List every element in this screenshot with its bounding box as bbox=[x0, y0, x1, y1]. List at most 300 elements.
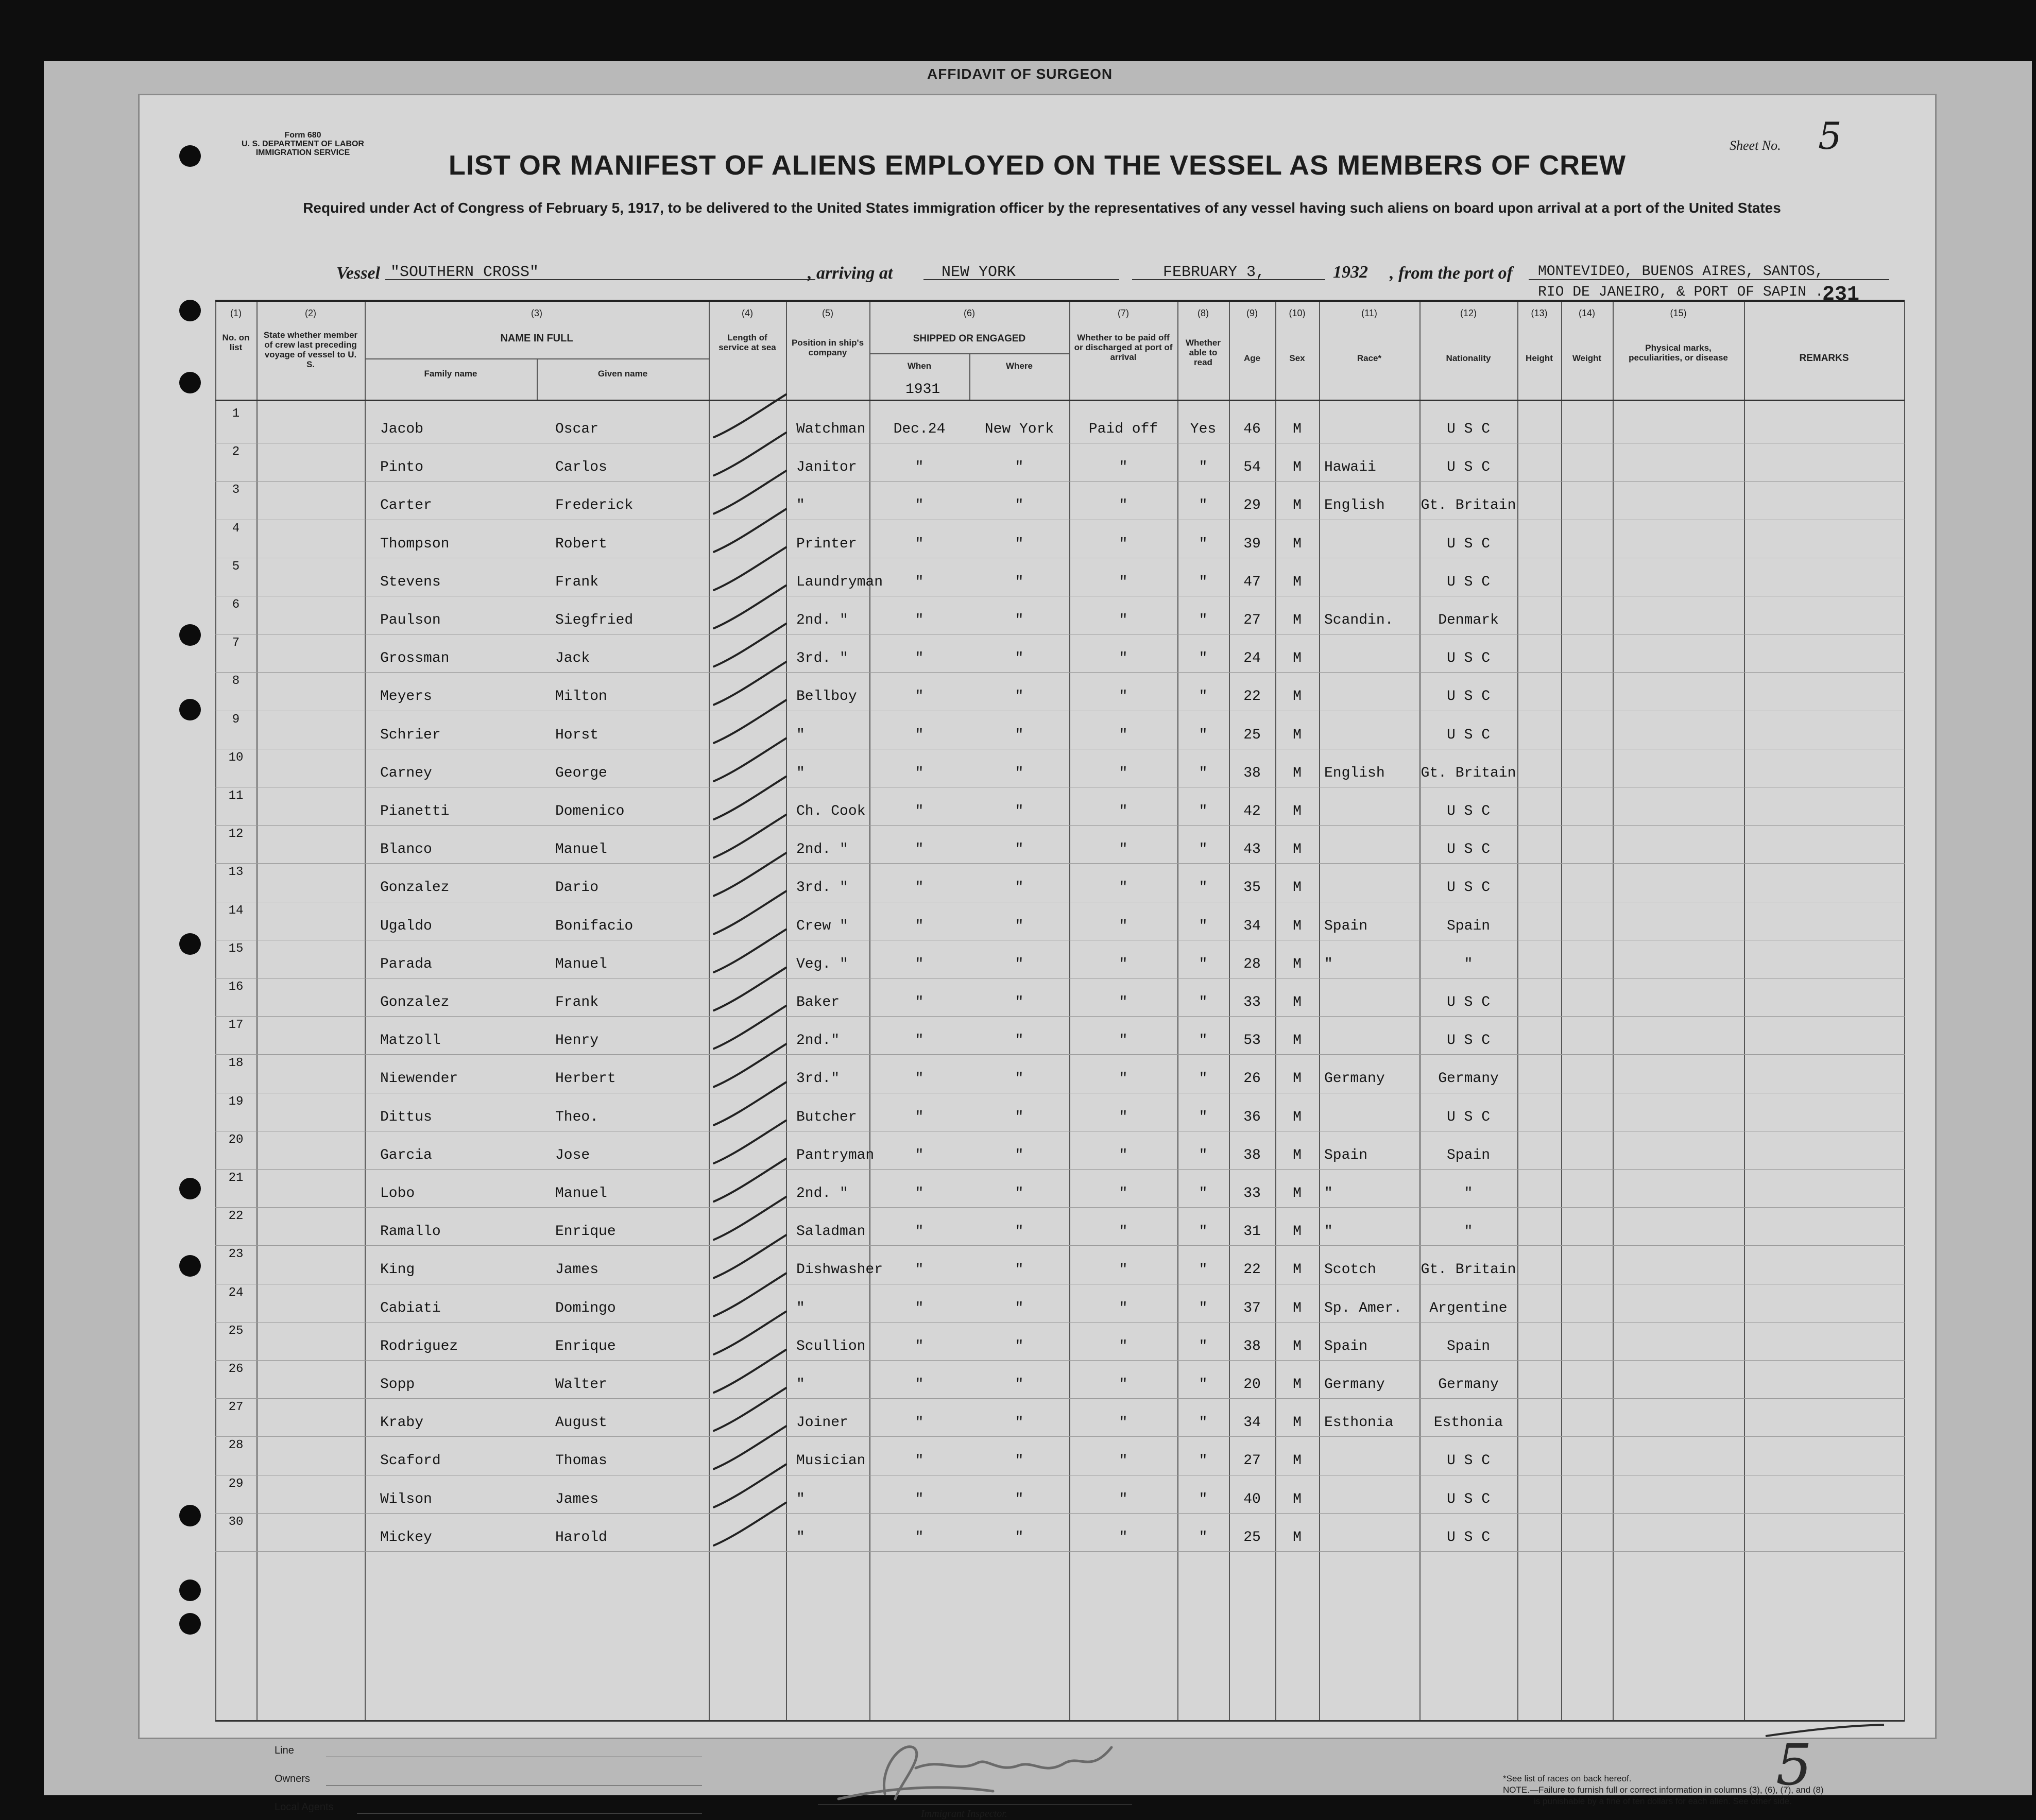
cell-position: 3rd. " bbox=[796, 650, 848, 667]
cell-where: " bbox=[1015, 1033, 1024, 1049]
cell-sex: M bbox=[1293, 1147, 1302, 1163]
cell-read: " bbox=[1199, 689, 1208, 705]
cell-nat: " bbox=[1464, 1186, 1473, 1201]
cell-race: Hawaii bbox=[1324, 459, 1376, 476]
cell-paid: " bbox=[1119, 1071, 1128, 1087]
cell-when: " bbox=[915, 842, 924, 858]
cell-family: Meyers bbox=[380, 689, 432, 705]
cell-sex: M bbox=[1293, 1338, 1302, 1354]
service-tick-mark bbox=[714, 1274, 786, 1316]
footer-line-label: Line bbox=[275, 1745, 294, 1756]
cell-n: 13 bbox=[228, 865, 244, 880]
cell-nat: Argentine bbox=[1429, 1300, 1508, 1316]
cell-race: Scotch bbox=[1324, 1262, 1376, 1278]
inspector-rule bbox=[818, 1804, 1132, 1805]
cell-age: 26 bbox=[1243, 1071, 1261, 1087]
cell-race: Germany bbox=[1324, 1377, 1385, 1393]
service-tick-mark bbox=[714, 1235, 786, 1278]
cell-where: " bbox=[1015, 1300, 1024, 1316]
cell-n: 9 bbox=[232, 712, 240, 727]
cell-when: " bbox=[915, 1377, 924, 1393]
header-paid-off: Whether to be paid off or discharged at port of arrival bbox=[1074, 333, 1173, 362]
cell-family: Dittus bbox=[380, 1109, 432, 1125]
column-number: (4) bbox=[742, 308, 753, 318]
cell-nat: U S C bbox=[1446, 994, 1490, 1010]
cell-read: " bbox=[1199, 650, 1208, 667]
cell-n: 20 bbox=[228, 1132, 244, 1147]
length-of-service-ticks bbox=[215, 302, 1905, 1721]
cell-when: " bbox=[915, 1491, 924, 1507]
cell-family: Pianetti bbox=[380, 803, 450, 819]
cell-where: " bbox=[1015, 1377, 1024, 1393]
cell-position: Veg. " bbox=[796, 956, 848, 972]
cell-age: 47 bbox=[1243, 574, 1261, 590]
cell-family: Ugaldo bbox=[380, 918, 432, 934]
cell-n: 4 bbox=[232, 521, 240, 536]
cell-given: Domingo bbox=[555, 1300, 616, 1316]
cell-race: Spain bbox=[1324, 1147, 1368, 1163]
cell-paid: " bbox=[1119, 727, 1128, 743]
cell-when: " bbox=[915, 1224, 924, 1240]
cell-nat: Spain bbox=[1446, 918, 1490, 934]
cell-where: " bbox=[1015, 1491, 1024, 1507]
cell-paid: " bbox=[1119, 1453, 1128, 1469]
cell-age: 38 bbox=[1243, 765, 1261, 781]
cell-n: 10 bbox=[228, 750, 244, 765]
cell-read: " bbox=[1199, 459, 1208, 476]
cell-paid: " bbox=[1119, 1415, 1128, 1431]
race-note: *See list of races on back hereof. bbox=[1503, 1774, 1632, 1783]
cell-sex: M bbox=[1293, 918, 1302, 934]
cell-read: " bbox=[1199, 842, 1208, 858]
service-tick-mark bbox=[714, 1503, 786, 1546]
cell-nat: Denmark bbox=[1438, 612, 1499, 628]
cell-given: Henry bbox=[555, 1033, 599, 1049]
service-tick-mark bbox=[714, 1044, 786, 1087]
cell-given: George bbox=[555, 765, 607, 781]
cell-when: " bbox=[915, 497, 924, 514]
service-tick-mark bbox=[714, 891, 786, 934]
cell-read: " bbox=[1199, 803, 1208, 819]
cell-n: 21 bbox=[228, 1171, 244, 1185]
cell-nat: Esthonia bbox=[1433, 1415, 1503, 1431]
cell-sex: M bbox=[1293, 1109, 1302, 1125]
punch-hole bbox=[179, 372, 201, 393]
cell-position: " bbox=[796, 1491, 805, 1507]
service-tick-mark bbox=[714, 547, 786, 590]
cell-age: 27 bbox=[1243, 1453, 1261, 1469]
cell-given: Frank bbox=[555, 574, 599, 590]
cell-when: " bbox=[915, 1109, 924, 1125]
cell-n: 15 bbox=[228, 941, 244, 956]
cell-family: Wilson bbox=[380, 1491, 432, 1507]
cell-age: 25 bbox=[1243, 727, 1261, 743]
cell-race: Sp. Amer. bbox=[1324, 1300, 1402, 1316]
cell-age: 25 bbox=[1243, 1529, 1261, 1546]
cell-age: 20 bbox=[1243, 1377, 1261, 1393]
cell-sex: M bbox=[1293, 956, 1302, 972]
sheet-number-value: 5 bbox=[1818, 114, 1842, 158]
service-tick-mark bbox=[714, 1159, 786, 1201]
cell-sex: M bbox=[1293, 1033, 1302, 1049]
cell-sex: M bbox=[1293, 1300, 1302, 1316]
cell-position: 3rd." bbox=[796, 1071, 840, 1087]
cell-family: Jacob bbox=[380, 421, 424, 437]
service-tick-mark bbox=[714, 624, 786, 666]
cell-where: " bbox=[1015, 536, 1024, 552]
cell-position: Printer bbox=[796, 536, 857, 552]
cell-where: " bbox=[1015, 803, 1024, 819]
cell-position: Dishwasher bbox=[796, 1262, 883, 1278]
cell-position: Bellboy bbox=[796, 689, 857, 705]
column-number: (13) bbox=[1531, 308, 1548, 318]
cell-paid: " bbox=[1119, 842, 1128, 858]
cell-where: " bbox=[1015, 1147, 1024, 1163]
service-tick-mark bbox=[714, 662, 786, 705]
cell-read: " bbox=[1199, 1377, 1208, 1393]
cell-sex: M bbox=[1293, 1491, 1302, 1507]
penalty-note-continued: is punishable by a fine of ten dollars for each alien. See other side. bbox=[1534, 1796, 1792, 1806]
cell-read: " bbox=[1199, 1529, 1208, 1546]
cell-given: James bbox=[555, 1262, 599, 1278]
cell-read: " bbox=[1199, 765, 1208, 781]
cell-nat: Germany bbox=[1438, 1071, 1499, 1087]
punch-hole bbox=[179, 1505, 201, 1526]
cell-sex: M bbox=[1293, 574, 1302, 590]
cell-where: " bbox=[1015, 1338, 1024, 1354]
cell-position: Pantryman bbox=[796, 1147, 875, 1163]
cell-given: Harold bbox=[555, 1529, 607, 1546]
cell-sex: M bbox=[1293, 1224, 1302, 1240]
cell-read: " bbox=[1199, 536, 1208, 552]
punch-hole bbox=[179, 1613, 201, 1635]
cell-race: Germany bbox=[1324, 1071, 1385, 1087]
cell-sex: M bbox=[1293, 1186, 1302, 1201]
cell-nat: U S C bbox=[1446, 803, 1490, 819]
cell-read: Yes bbox=[1190, 421, 1217, 437]
cell-paid: " bbox=[1119, 1377, 1128, 1393]
service-tick-mark bbox=[714, 586, 786, 628]
cell-where: " bbox=[1015, 956, 1024, 972]
cell-paid: Paid off bbox=[1088, 421, 1158, 437]
cell-age: 33 bbox=[1243, 994, 1261, 1010]
cell-paid: " bbox=[1119, 536, 1128, 552]
cell-where: " bbox=[1015, 689, 1024, 705]
cell-n: 1 bbox=[232, 407, 240, 421]
cell-given: Oscar bbox=[555, 421, 599, 437]
cell-position: 3rd. " bbox=[796, 880, 848, 896]
cell-age: 46 bbox=[1243, 421, 1261, 437]
cell-given: Frank bbox=[555, 994, 599, 1010]
cell-n: 11 bbox=[228, 789, 244, 803]
service-tick-mark bbox=[714, 1426, 786, 1469]
cell-when: " bbox=[915, 536, 924, 552]
cell-n: 17 bbox=[228, 1018, 244, 1033]
from-label: , from the port of bbox=[1390, 264, 1513, 283]
cell-when: " bbox=[915, 1453, 924, 1469]
cell-given: Jack bbox=[555, 650, 590, 667]
column-number: (3) bbox=[531, 308, 542, 318]
cell-nat: U S C bbox=[1446, 650, 1490, 667]
cell-paid: " bbox=[1119, 956, 1128, 972]
cell-age: 22 bbox=[1243, 1262, 1261, 1278]
header-remarks: REMARKS bbox=[1799, 353, 1849, 364]
cell-where: " bbox=[1015, 1224, 1024, 1240]
service-tick-mark bbox=[714, 509, 786, 552]
cell-paid: " bbox=[1119, 1262, 1128, 1278]
page-number: 231 bbox=[1822, 283, 1860, 306]
cell-sex: M bbox=[1293, 1071, 1302, 1087]
sheet-number-label: Sheet No. bbox=[1730, 138, 1781, 153]
cell-when: " bbox=[915, 803, 924, 819]
header-no-on-list: No. on list bbox=[222, 333, 250, 352]
cell-age: 38 bbox=[1243, 1338, 1261, 1354]
column-number: (14) bbox=[1578, 308, 1595, 318]
cell-sex: M bbox=[1293, 612, 1302, 628]
cell-position: " bbox=[796, 1377, 805, 1393]
cell-age: 34 bbox=[1243, 918, 1261, 934]
cell-position: " bbox=[796, 1529, 805, 1546]
header-position: Position in ship's company bbox=[791, 338, 864, 357]
cell-n: 29 bbox=[228, 1476, 244, 1491]
cell-age: 40 bbox=[1243, 1491, 1261, 1507]
cell-family: Kraby bbox=[380, 1415, 424, 1431]
crew-table bbox=[215, 300, 1905, 1721]
cell-family: Grossman bbox=[380, 650, 450, 667]
cell-n: 26 bbox=[228, 1362, 244, 1376]
cell-read: " bbox=[1199, 1071, 1208, 1087]
cell-when: " bbox=[915, 1186, 924, 1201]
cell-position: Janitor bbox=[796, 459, 857, 476]
cell-family: Schrier bbox=[380, 727, 441, 743]
cell-sex: M bbox=[1293, 650, 1302, 667]
cell-family: Mickey bbox=[380, 1529, 432, 1546]
cell-read: " bbox=[1199, 956, 1208, 972]
cell-read: " bbox=[1199, 880, 1208, 896]
cell-sex: M bbox=[1293, 994, 1302, 1010]
cell-where: " bbox=[1015, 1109, 1024, 1125]
header-where: Where bbox=[1006, 361, 1033, 371]
cell-position: " bbox=[796, 727, 805, 743]
cell-family: Stevens bbox=[380, 574, 441, 590]
service-tick-mark bbox=[714, 394, 786, 437]
service-tick-mark bbox=[714, 930, 786, 972]
service-tick-mark bbox=[714, 1006, 786, 1049]
cell-nat: U S C bbox=[1446, 574, 1490, 590]
cell-family: Niewender bbox=[380, 1071, 458, 1087]
cell-when: " bbox=[915, 574, 924, 590]
cell-nat: Gt. Britain bbox=[1421, 497, 1516, 514]
cell-given: Carlos bbox=[555, 459, 607, 476]
cell-age: 43 bbox=[1243, 842, 1261, 858]
cell-when: " bbox=[915, 956, 924, 972]
header-given-name: Given name bbox=[597, 369, 648, 379]
cell-sex: M bbox=[1293, 880, 1302, 896]
cell-position: " bbox=[796, 497, 805, 514]
header-sex: Sex bbox=[1289, 353, 1305, 363]
cell-family: Carney bbox=[380, 765, 432, 781]
cell-where: " bbox=[1015, 1415, 1024, 1431]
cell-age: 33 bbox=[1243, 1186, 1261, 1201]
form-service-line: IMMIGRATION SERVICE bbox=[255, 148, 350, 157]
cell-age: 54 bbox=[1243, 459, 1261, 476]
cell-n: 3 bbox=[232, 483, 240, 497]
cell-n: 18 bbox=[228, 1056, 244, 1071]
cell-read: " bbox=[1199, 1338, 1208, 1354]
cell-n: 28 bbox=[228, 1438, 244, 1453]
arrival-date: FEBRUARY 3, bbox=[1163, 264, 1265, 281]
service-tick-mark bbox=[714, 1083, 786, 1125]
cell-position: " bbox=[796, 765, 805, 781]
cell-when: " bbox=[915, 765, 924, 781]
header-nationality: Nationality bbox=[1446, 353, 1491, 363]
cell-sex: M bbox=[1293, 727, 1302, 743]
arriving-port: NEW YORK bbox=[942, 264, 1016, 281]
service-tick-mark bbox=[714, 1388, 786, 1431]
cell-position: Laundryman bbox=[796, 574, 883, 590]
cell-age: 22 bbox=[1243, 689, 1261, 705]
service-tick-mark bbox=[714, 968, 786, 1010]
column-number: (6) bbox=[964, 308, 975, 318]
cell-paid: " bbox=[1119, 459, 1128, 476]
cell-given: Enrique bbox=[555, 1224, 616, 1240]
cell-paid: " bbox=[1119, 1300, 1128, 1316]
cell-position: Baker bbox=[796, 994, 840, 1010]
cell-n: 25 bbox=[228, 1324, 244, 1338]
cell-age: 36 bbox=[1243, 1109, 1261, 1125]
cell-when: " bbox=[915, 1338, 924, 1354]
cell-n: 23 bbox=[228, 1247, 244, 1262]
cell-given: Jose bbox=[555, 1147, 590, 1163]
cell-nat: U S C bbox=[1446, 1109, 1490, 1125]
cell-age: 27 bbox=[1243, 612, 1261, 628]
cell-where: " bbox=[1015, 1529, 1024, 1546]
column-number: (2) bbox=[305, 308, 316, 318]
cell-given: Milton bbox=[555, 689, 607, 705]
cell-read: " bbox=[1199, 574, 1208, 590]
header-able-to-read: Whether able to read bbox=[1186, 338, 1221, 367]
cell-family: Carter bbox=[380, 497, 432, 514]
cell-sex: M bbox=[1293, 536, 1302, 552]
service-tick-mark bbox=[714, 1121, 786, 1163]
footer-agents-rule bbox=[357, 1813, 702, 1814]
cell-nat: Spain bbox=[1446, 1338, 1490, 1354]
punch-hole bbox=[179, 300, 201, 321]
cell-when: " bbox=[915, 994, 924, 1010]
cell-when: " bbox=[915, 727, 924, 743]
cell-given: Thomas bbox=[555, 1453, 607, 1469]
cell-position: Saladman bbox=[796, 1224, 866, 1240]
cell-race: " bbox=[1324, 956, 1333, 972]
cell-family: Gonzalez bbox=[380, 880, 450, 896]
cell-position: Joiner bbox=[796, 1415, 848, 1431]
back-sheet-title: AFFIDAVIT OF SURGEON bbox=[927, 66, 1113, 82]
cell-read: " bbox=[1199, 497, 1208, 514]
header-shipped-or-engaged: SHIPPED OR ENGAGED bbox=[913, 333, 1026, 344]
cell-sex: M bbox=[1293, 842, 1302, 858]
cell-when: " bbox=[915, 1415, 924, 1431]
cell-given: Manuel bbox=[555, 1186, 607, 1201]
cell-nat: U S C bbox=[1446, 842, 1490, 858]
penalty-note: NOTE.—Failure to furnish full or correct information in columns (3), (6), (7), and (8) bbox=[1503, 1785, 1824, 1795]
cell-when: " bbox=[915, 650, 924, 667]
cell-age: 38 bbox=[1243, 1147, 1261, 1163]
cell-given: Manuel bbox=[555, 842, 607, 858]
cell-paid: " bbox=[1119, 689, 1128, 705]
cell-nat: U S C bbox=[1446, 1491, 1490, 1507]
service-tick-mark bbox=[714, 700, 786, 743]
cell-n: 27 bbox=[228, 1400, 244, 1415]
column-number: (11) bbox=[1361, 308, 1377, 318]
cell-n: 5 bbox=[232, 559, 240, 574]
cell-when: " bbox=[915, 1071, 924, 1087]
cell-family: Matzoll bbox=[380, 1033, 441, 1049]
column-number: (5) bbox=[822, 308, 833, 318]
cell-nat: U S C bbox=[1446, 727, 1490, 743]
cell-sex: M bbox=[1293, 803, 1302, 819]
cell-where: " bbox=[1015, 650, 1024, 667]
handwritten-stroke bbox=[1760, 1721, 1889, 1741]
cell-nat: Germany bbox=[1438, 1377, 1499, 1393]
cell-when: " bbox=[915, 880, 924, 896]
cell-race: Scandin. bbox=[1324, 612, 1394, 628]
cell-position: Watchman bbox=[796, 421, 866, 437]
cell-family: King bbox=[380, 1262, 415, 1278]
cell-sex: M bbox=[1293, 459, 1302, 476]
cell-given: Manuel bbox=[555, 956, 607, 972]
footer-owners-label: Owners bbox=[275, 1773, 310, 1784]
cell-given: August bbox=[555, 1415, 607, 1431]
handwritten-count: 5 bbox=[1776, 1732, 1812, 1798]
cell-where: " bbox=[1015, 1071, 1024, 1087]
cell-where: " bbox=[1015, 459, 1024, 476]
cell-age: 35 bbox=[1243, 880, 1261, 896]
form-department-line: U. S. DEPARTMENT OF LABOR bbox=[242, 140, 364, 148]
cell-position: " bbox=[796, 1300, 805, 1316]
service-tick-mark bbox=[714, 1312, 786, 1354]
header-name-in-full: NAME IN FULL bbox=[500, 333, 573, 344]
cell-family: Rodriguez bbox=[380, 1338, 458, 1354]
service-tick-mark bbox=[714, 777, 786, 819]
cell-read: " bbox=[1199, 1033, 1208, 1049]
punch-hole bbox=[179, 624, 201, 646]
page-subtitle: Required under Act of Congress of February 5, 1917, to be delivered to the United States immigration officer by the representatives of any vessel having such aliens on board upon arrival at a port of the United States bbox=[303, 200, 1781, 216]
cell-nat: Gt. Britain bbox=[1421, 1262, 1516, 1278]
cell-where: " bbox=[1015, 612, 1024, 628]
cell-nat: U S C bbox=[1446, 421, 1490, 437]
punch-hole bbox=[179, 1255, 201, 1277]
service-tick-mark bbox=[714, 739, 786, 781]
service-tick-mark bbox=[714, 1350, 786, 1393]
column-number: (7) bbox=[1118, 308, 1129, 318]
cell-family: Blanco bbox=[380, 842, 432, 858]
inspector-label: Immigrant Inspector. bbox=[921, 1808, 1007, 1819]
cell-family: Thompson bbox=[380, 536, 450, 552]
cell-when: " bbox=[915, 612, 924, 628]
cell-sex: M bbox=[1293, 421, 1302, 437]
cell-position: Crew " bbox=[796, 918, 848, 934]
punch-hole bbox=[179, 699, 201, 720]
cell-given: Enrique bbox=[555, 1338, 616, 1354]
header-last-voyage: State whether member of crew last preceding voyage of vessel to U. S. bbox=[263, 330, 358, 369]
cell-race: " bbox=[1324, 1224, 1333, 1240]
cell-given: Robert bbox=[555, 536, 607, 552]
cell-read: " bbox=[1199, 1186, 1208, 1201]
cell-paid: " bbox=[1119, 1109, 1128, 1125]
punch-hole bbox=[179, 933, 201, 955]
column-number: (10) bbox=[1289, 308, 1306, 318]
service-tick-mark bbox=[714, 1197, 786, 1240]
